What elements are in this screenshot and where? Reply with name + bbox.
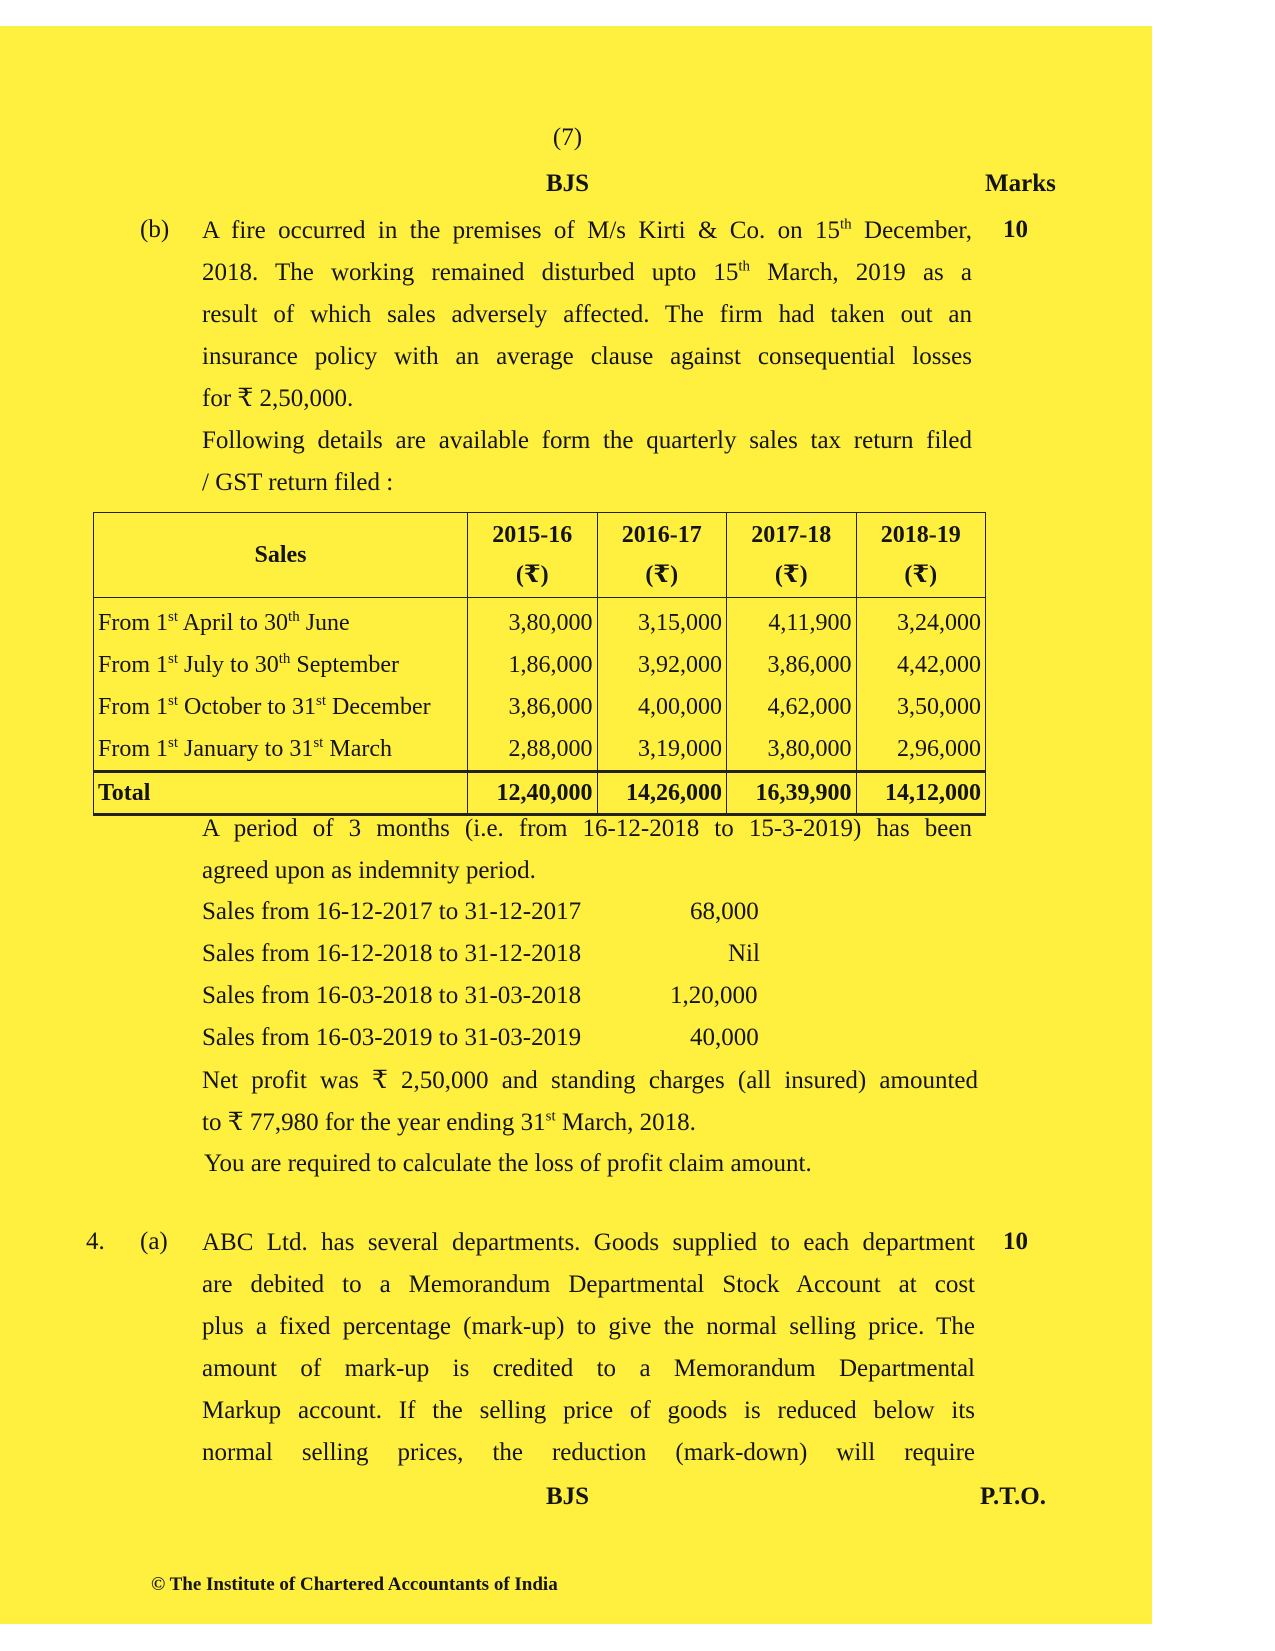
marks-heading: Marks [985,170,1056,197]
intro-line: insurance policy with an average clause against consequential losses [202,343,972,370]
currency-label: (₹) [515,562,549,588]
year-column-header [727,513,857,598]
table-row [94,644,986,686]
profit-text [202,1060,978,1144]
table-cell: 4,62,000 [727,686,857,728]
intro-line: 2018. The working remained disturbed upto 15th March, 2019 as a [202,258,973,286]
question-line: Markup account. If the selling price of goods is reduced below its [202,1397,975,1424]
page-number: (7) [552,124,583,151]
sales-item [202,982,758,1010]
sales-item [202,1024,759,1052]
table-cell: 3,86,000 [727,644,857,686]
year-label: 2016-17 [621,522,702,548]
pto-label: P.T.O. [980,1483,1046,1510]
table-cell: 1,86,000 [468,644,598,686]
currency-label: (₹) [774,562,808,588]
sales-table [93,512,986,816]
sales-item [202,898,759,926]
row-label: From 1st April to 30th June [94,598,468,645]
sales-item-label: Sales from 16-12-2017 to 31-12-2017 [202,898,582,925]
question-line: are debited to a Memorandum Departmental Stock Account at cost [202,1271,975,1298]
table-cell: 3,15,000 [597,598,727,645]
header-code: BJS [545,170,590,197]
year-column-header [468,513,598,598]
question-part-label: (a) [140,1228,168,1255]
year-column-header [856,513,986,598]
sales-item-value: Nil [728,940,760,967]
table-cell: 3,80,000 [468,598,598,645]
table-cell: 3,80,000 [727,728,857,772]
sales-item-value: 68,000 [690,898,759,925]
question-part-label: (b) [140,216,170,243]
sales-item-label: Sales from 16-12-2018 to 31-12-2018 [202,940,582,967]
question-marks: 10 [1003,1228,1028,1255]
requirement-text: You are required to calculate the loss of profit claim amount. [204,1150,812,1177]
table-cell: 3,19,000 [597,728,727,772]
table-row [94,598,986,645]
sales-item-label: Sales from 16-03-2018 to 31-03-2018 [202,982,582,1009]
table-cell: 3,92,000 [597,644,727,686]
table-cell: 3,24,000 [856,598,986,645]
table-cell: 2,96,000 [856,728,986,772]
currency-label: (₹) [645,562,679,588]
row-label: From 1st January to 31st March [94,728,468,772]
year-label: 2015-16 [492,522,573,548]
sales-item-label: Sales from 16-03-2019 to 31-03-2019 [202,1024,582,1051]
intro-line: A fire occurred in the premises of M/s Kirti & Co. on 15th December, [202,216,972,244]
table-row [94,728,986,772]
indemnity-line: A period of 3 months (i.e. from 16-12-2018 to 15-3-2019) has been [202,815,972,842]
table-cell: 4,00,000 [597,686,727,728]
total-label: Total [94,772,468,815]
year-label: 2017-18 [751,522,832,548]
question-intro [202,210,972,420]
details-text [202,420,972,504]
total-cell: 14,26,000 [597,772,727,815]
details-line: / GST return filed : [202,469,394,496]
question-line: ABC Ltd. has several departments. Goods supplied to each department [202,1229,975,1256]
question-4a-text [202,1222,975,1474]
profit-line: to ₹ 77,980 for the year ending 31st March, 2018. [202,1108,696,1136]
question-number: 4. [86,1228,105,1255]
table-header-row [94,513,986,598]
total-cell: 12,40,000 [468,772,598,815]
year-label: 2018-19 [880,522,961,548]
currency-label: (₹) [904,562,938,588]
total-cell: 14,12,000 [856,772,986,815]
copyright-notice: © The Institute of Chartered Accountants of India [151,1574,558,1595]
table-cell: 4,42,000 [856,644,986,686]
table-cell: 4,11,900 [727,598,857,645]
year-column-header [597,513,727,598]
intro-line: for ₹ 2,50,000. [202,385,354,412]
row-label: From 1st July to 30th September [94,644,468,686]
table-row [94,686,986,728]
indemnity-line: agreed upon as indemnity period. [202,857,536,884]
intro-line: result of which sales adversely affected. The firm had taken out an [202,301,972,328]
question-marks: 10 [1003,216,1028,243]
question-line: plus a fixed percentage (mark-up) to give the normal selling price. The [202,1313,975,1340]
footer-code: BJS [545,1483,590,1510]
table-cell: 3,86,000 [468,686,598,728]
question-line: normal selling prices, the reduction (mark-down) will require [202,1439,975,1466]
indemnity-text [202,808,972,892]
table-cell: 2,88,000 [468,728,598,772]
row-label: From 1st October to 31st December [94,686,468,728]
question-line: amount of mark-up is credited to a Memorandum Departmental [202,1355,975,1382]
details-line: Following details are available form the quarterly sales tax return filed [202,427,972,454]
table-cell: 3,50,000 [856,686,986,728]
sales-item [202,940,760,968]
profit-line: Net profit was ₹ 2,50,000 and standing charges (all insured) amounted [202,1067,978,1094]
sales-item-value: 40,000 [690,1024,759,1051]
sales-column-header: Sales [94,513,468,598]
total-cell: 16,39,900 [727,772,857,815]
sales-item-value: 1,20,000 [670,982,758,1009]
